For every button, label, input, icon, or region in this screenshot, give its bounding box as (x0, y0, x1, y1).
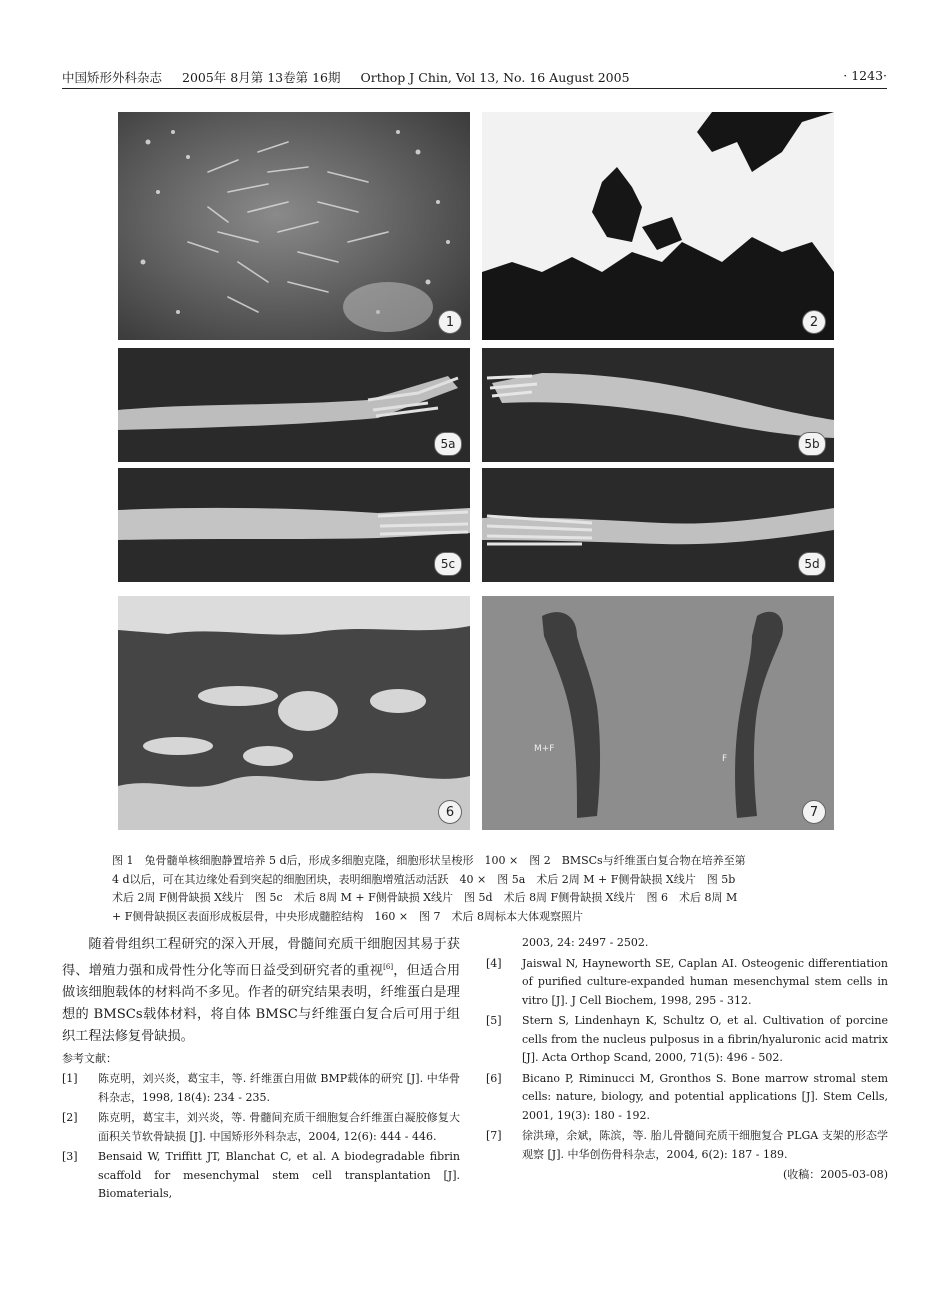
figure-caption (112, 852, 840, 926)
reference-item (62, 1070, 460, 1107)
body-text-part1: 随着骨组织工程研究的深入开展，骨髓间充质干细胞因其易于获得、增殖力强和成骨性分化等而日益受到研究者的重视 (62, 937, 460, 979)
reference-item (486, 1012, 888, 1068)
fibrin-composite-image (482, 112, 834, 340)
issue-cn: 2005年 8月第 13卷第 16期 (182, 70, 341, 85)
citation-6: [6] (383, 963, 394, 971)
caption-line: + F侧骨缺损区表面形成板层骨，中央形成髓腔结构 160 × 图 7 术后 8周标本大体观察照片 (112, 909, 584, 923)
reference-text: Bicano P, Riminucci M, Gronthos S. Bone marrow stromal stem cells: nature, biology, and potential applications [J]. Stem Cells, 2001, 19(3): 180 - 192. (522, 1071, 888, 1122)
panel-label-5a: 5a (434, 432, 462, 456)
right-column (486, 934, 888, 1182)
panel-label-5b: 5b (798, 432, 826, 456)
xray-5d-image (482, 468, 834, 582)
reference-item (486, 1070, 888, 1126)
caption-line: 术后 2周 F侧骨缺损 X线片 图 5c 术后 8周 M + F侧骨缺损 X线片 图 5d 术后 8周 F侧骨缺损 X线片 图 6 术后 8周 M (112, 891, 738, 904)
panel-label-6: 6 (438, 800, 462, 824)
xray-panel-5a (118, 348, 470, 462)
issue-en: Orthop J Chin, Vol 13, No. 16 August 2005 (360, 70, 630, 85)
micrograph-panel-1 (118, 112, 470, 340)
reference-continuation: 2003, 24: 2497 - 2502. (522, 936, 649, 949)
body-text-part2: ，但适合用做该细胞载体的材料尚不多见。作者的研究结果表明，纤维蛋白是理想的 BMSCs载体材料，将自体 BMSC与纤维蛋白复合后可用于组织工程法修复骨缺损。 (62, 963, 461, 1045)
panel-label-1: 1 (438, 310, 462, 334)
caption-line: 4 d以后，可在其边缘处看到突起的细胞团块，表明细胞增殖活动活跃 40 × 图 5a 术后 2周 M + F侧骨缺损 X线片 图 5b (112, 872, 736, 886)
reference-text: Bensaid W, Triffitt JT, Blanchat C, et al. A biodegradable fibrin scaffold for mesenchymal stem cell transplantation [J]. Biomaterials, (98, 1150, 460, 1201)
specimen-photo (482, 596, 834, 830)
xray-5b-image (482, 348, 834, 462)
panel-label-7: 7 (802, 800, 826, 824)
caption-line: 图 1 兔骨髓单核细胞静置培养 5 d后，形成多细胞克隆，细胞形状呈梭形 100 × 图 2 BMSCs与纤维蛋白复合物在培养至第 (112, 854, 746, 867)
panel-label-2: 2 (802, 310, 826, 334)
histology-panel-6 (118, 596, 470, 830)
reference-item (62, 1109, 460, 1146)
running-header (62, 66, 887, 89)
reference-number: [7] (486, 1129, 502, 1142)
reference-number: [5] (486, 1014, 502, 1027)
received-date: (收稿：2005-03-08) (782, 1168, 888, 1181)
page-number: · 1243· (843, 68, 887, 83)
figure-plate (110, 106, 840, 834)
xray-panel-5d (482, 468, 834, 582)
reference-item (62, 1148, 460, 1204)
reference-number: [2] (62, 1111, 78, 1125)
reference-text: 陈克明，葛宝丰，刘兴炎，等. 骨髓间充质干细胞复合纤维蛋白凝胶修复大面积关节软骨缺损 [J]. 中国矫形外科杂志，2004, 12(6): 444 - 446. (98, 1111, 460, 1143)
left-column (62, 934, 460, 1206)
journal-title: 中国矫形外科杂志 (62, 70, 163, 85)
panel-label-5d: 5d (798, 552, 826, 576)
reference-number: [4] (486, 956, 502, 970)
specimen-tag-left: M+F (534, 744, 555, 754)
reference-number: [3] (62, 1150, 78, 1164)
references-heading: 参考文献： (62, 1052, 117, 1066)
reference-text: 陈克明，刘兴炎，葛宝丰，等. 纤维蛋白用做 BMP载体的研究 [J]. 中华骨科杂志，1998, 18(4): 234 - 235. (98, 1072, 460, 1104)
histology-image (118, 596, 470, 830)
reference-text: Stern S, Lindenhayn K, Schultz O, et al. Cultivation of porcine cells from the nucleus pulposus in a fibrin/hyaluronic acid matrix [J]. Acta Orthop Scand, 2000, 71(5): 496 - 502. (522, 1014, 888, 1064)
reference-item (486, 1127, 888, 1164)
xray-panel-5c (118, 468, 470, 582)
reference-number: [1] (62, 1072, 78, 1086)
cell-culture-image (118, 112, 470, 340)
reference-text: Jaiswal N, Hayneworth SE, Caplan AI. Osteogenic differentiation of purified culture-expanded human mesenchymal stem cells in vitro [J]. J Cell Biochem, 1998, 295 - 312. (522, 956, 888, 1007)
xray-5c-image (118, 468, 470, 582)
specimen-tag-right: F (722, 754, 728, 764)
reference-number: [6] (486, 1071, 502, 1085)
header-left (62, 68, 646, 86)
micrograph-panel-2 (482, 112, 834, 340)
xray-5a-image (118, 348, 470, 462)
reference-text: 徐洪璋，余斌，陈滨，等. 胎儿骨髓间充质干细胞复合 PLGA 支架的形态学观察 [J]. 中华创伤骨科杂志，2004, 6(2): 187 - 189. (522, 1129, 888, 1161)
body-paragraph (62, 934, 460, 1048)
specimen-panel-7 (482, 596, 834, 830)
panel-label-5c: 5c (434, 552, 462, 576)
xray-panel-5b (482, 348, 834, 462)
reference-item (486, 955, 888, 1011)
